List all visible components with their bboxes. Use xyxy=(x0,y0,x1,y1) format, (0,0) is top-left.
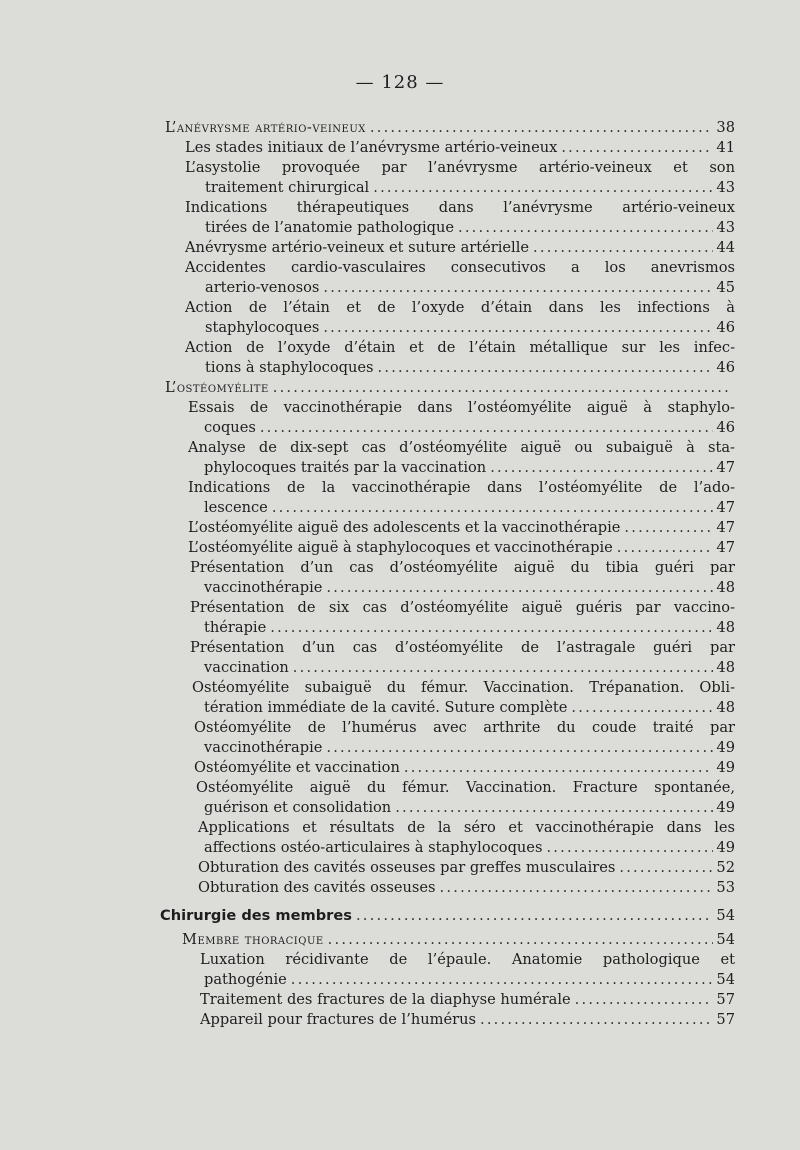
toc-entry-text: Appareil pour fractures de l’humérus xyxy=(200,1011,476,1028)
toc-entry-text: Applications et résultats de la séro et vaccinothérapie dans les xyxy=(198,819,735,836)
page-reference: 38 xyxy=(716,119,735,136)
toc-entry-text: Chirurgie des membres xyxy=(160,907,352,924)
dot-leader xyxy=(370,118,714,138)
dot-leader xyxy=(440,878,714,898)
toc-entry-line xyxy=(198,878,735,898)
toc-entry-text: L’ostéomyélite aiguë à staphylocoques et vaccinothérapie xyxy=(188,539,613,556)
toc-entry-text: Anévrysme artério-veineux et suture artérielle xyxy=(185,239,530,256)
toc-entry-line xyxy=(190,638,735,658)
toc-entry-line xyxy=(188,438,735,458)
toc-entry-text: Ostéomyélite subaiguë du fémur. Vaccination. Trépanation. Obli- xyxy=(192,679,735,696)
dot-leader xyxy=(624,518,713,538)
page-reference: 46 xyxy=(716,359,735,376)
toc-entry-text: Accidentes cardio-vasculaires consecutivos a los anevrismos xyxy=(185,259,735,276)
page-reference: 43 xyxy=(716,179,735,196)
dot-leader xyxy=(619,858,713,878)
toc-entry-text: guérison et consolidation xyxy=(204,799,392,816)
toc-entry-text: Indications de la vaccinothérapie dans l’ostéomyélite de l’ado- xyxy=(188,479,735,496)
dot-leader xyxy=(273,378,732,398)
toc-entry-text: vaccinothérapie xyxy=(204,739,323,756)
toc-entry-line xyxy=(192,678,735,698)
toc-entry-line xyxy=(198,818,735,838)
toc-entry-line xyxy=(204,698,735,718)
toc-entry-line xyxy=(204,970,735,990)
dot-leader xyxy=(373,178,713,198)
toc-entry-line xyxy=(205,318,735,338)
toc-entry-text: Analyse de dix-sept cas d’ostéomyélite aiguë ou subaiguë à sta- xyxy=(188,439,735,456)
toc-entry-text: thérapie xyxy=(204,619,267,636)
page-reference: 48 xyxy=(716,579,735,596)
toc-entry-text: coques xyxy=(204,419,256,436)
page-reference: 46 xyxy=(716,319,735,336)
dot-leader xyxy=(260,418,714,438)
dot-leader xyxy=(293,658,714,678)
toc-entry-text: Action de l’étain et de l’oxyde d’étain dans les infections à xyxy=(185,299,735,316)
toc-entry-line xyxy=(194,758,735,778)
dot-leader xyxy=(323,278,713,298)
page-reference: 57 xyxy=(716,991,735,1008)
section-heading xyxy=(165,378,735,398)
toc-entry-line xyxy=(196,778,735,798)
toc-entry-text: Obturation des cavités osseuses xyxy=(198,879,436,896)
toc-entry-text: L’asystolie provoquée par l’anévrysme artério-veineux et son xyxy=(185,159,735,176)
toc-entry-text: Obturation des cavités osseuses par greffes musculaires xyxy=(198,859,616,876)
dot-leader xyxy=(533,238,713,258)
page-reference: 41 xyxy=(716,139,735,156)
page-reference: 54 xyxy=(716,907,735,924)
toc-entry-line xyxy=(205,278,735,298)
toc-entry-text: traitement chirurgical xyxy=(205,179,370,196)
toc-entry-line xyxy=(188,518,735,538)
dot-leader xyxy=(617,538,714,558)
toc-entry-line xyxy=(204,798,735,818)
toc-entry-text: Luxation récidivante de l’épaule. Anatomie pathologique et xyxy=(200,951,735,968)
page-reference: 47 xyxy=(716,459,735,476)
dot-leader xyxy=(395,798,713,818)
page-reference: 47 xyxy=(716,519,735,536)
toc-entry-line xyxy=(198,858,735,878)
toc-entry-text: Ostéomyélite et vaccination xyxy=(194,759,400,776)
page-reference: 54 xyxy=(716,971,735,988)
toc-entry-line xyxy=(200,950,735,970)
toc-entry-line xyxy=(204,458,735,478)
toc-entry-text: L’anévrysme artério-veineux xyxy=(165,119,366,136)
toc-entry-line xyxy=(204,618,735,638)
dot-leader xyxy=(328,930,714,950)
dot-leader xyxy=(458,218,713,238)
toc-entry-line xyxy=(204,418,735,438)
dot-leader xyxy=(575,990,714,1010)
dot-leader xyxy=(291,970,714,990)
page-reference: 43 xyxy=(716,219,735,236)
toc-entry-line xyxy=(185,198,735,218)
page-reference: 47 xyxy=(716,539,735,556)
toc-entry-text: tération immédiate de la cavité. Suture complète xyxy=(204,699,568,716)
toc-entry-text: Présentation de six cas d’ostéomyélite aiguë guéris par vaccino- xyxy=(190,599,735,616)
toc-entry-text: Traitement des fractures de la diaphyse humérale xyxy=(200,991,571,1008)
toc-entry-text: vaccination xyxy=(204,659,289,676)
dot-leader xyxy=(272,498,714,518)
toc-entry-line xyxy=(185,258,735,278)
toc-entry-line xyxy=(204,738,735,758)
toc-entry-line xyxy=(205,358,735,378)
page-reference: 48 xyxy=(716,699,735,716)
toc-entry-line xyxy=(185,338,735,358)
page-reference: 49 xyxy=(716,839,735,856)
page-reference: 54 xyxy=(716,931,735,948)
toc-entry-text: Essais de vaccinothérapie dans l’ostéomyélite aiguë à staphylo- xyxy=(188,399,735,416)
toc-entry-text: Action de l’oxyde d’étain et de l’étain métallique sur les infec- xyxy=(185,339,735,356)
toc-entry-text: Présentation d’un cas d’ostéomyélite de l’astragale guéri par xyxy=(190,639,735,656)
page-reference: 49 xyxy=(716,759,735,776)
toc-entry-text: tions à staphylocoques xyxy=(205,359,374,376)
toc-entry-text: Membre thoracique xyxy=(182,931,324,948)
dot-leader xyxy=(356,906,713,926)
page-reference: 52 xyxy=(716,859,735,876)
page-reference: 45 xyxy=(716,279,735,296)
toc-entry-text: vaccinothérapie xyxy=(204,579,323,596)
dot-leader xyxy=(326,738,713,758)
toc-entry-line xyxy=(185,138,735,158)
dot-leader xyxy=(571,698,713,718)
toc-entry-line xyxy=(205,218,735,238)
page-reference: 48 xyxy=(716,619,735,636)
toc-entry-text: arterio-venosos xyxy=(205,279,320,296)
toc-entry-text: Ostéomyélite aiguë du fémur. Vaccination. Fracture spontanée, xyxy=(196,779,735,796)
toc-entry-line xyxy=(204,578,735,598)
toc-entry-text: affections ostéo-articulaires à staphylocoques xyxy=(204,839,543,856)
page-reference: 44 xyxy=(716,239,735,256)
toc-entry-text: L’ostéomyélite aiguë des adolescents et la vaccinothérapie xyxy=(188,519,621,536)
page-reference: 49 xyxy=(716,739,735,756)
section-heading xyxy=(165,118,735,138)
toc-entry-text: Indications thérapeutiques dans l’anévrysme artério-veineux xyxy=(185,199,735,216)
page-reference: 46 xyxy=(716,419,735,436)
toc-entry-line xyxy=(188,538,735,558)
dot-leader xyxy=(323,318,713,338)
toc-entry-line xyxy=(204,658,735,678)
toc-entry-text: pathogénie xyxy=(204,971,287,988)
section-heading xyxy=(182,930,735,950)
toc-entry-line xyxy=(200,990,735,1010)
dot-leader xyxy=(546,838,713,858)
toc-entry-line xyxy=(190,558,735,578)
toc-entry-line xyxy=(188,398,735,418)
page-reference: 53 xyxy=(716,879,735,896)
dot-leader xyxy=(270,618,713,638)
toc-entry-text: tirées de l’anatomie pathologique xyxy=(205,219,454,236)
toc-entry-line xyxy=(185,238,735,258)
page-reference: 49 xyxy=(716,799,735,816)
page-number: — 128 — xyxy=(355,72,445,93)
toc-entry-line xyxy=(188,478,735,498)
chapter-heading xyxy=(160,906,735,926)
dot-leader xyxy=(480,1010,713,1030)
dot-leader xyxy=(378,358,714,378)
toc-entry-line xyxy=(204,498,735,518)
toc-entry-line xyxy=(204,838,735,858)
page-reference: 48 xyxy=(716,659,735,676)
toc-entry-line xyxy=(185,158,735,178)
toc-entry-line xyxy=(185,298,735,318)
toc-entry-line xyxy=(200,1010,735,1030)
toc-entry-text: Ostéomyélite de l’humérus avec arthrite du coude traité par xyxy=(194,719,735,736)
dot-leader xyxy=(404,758,714,778)
toc-entry-line xyxy=(205,178,735,198)
toc-entry-text: Présentation d’un cas d’ostéomyélite aiguë du tibia guéri par xyxy=(190,559,735,576)
toc-entry-text: phylocoques traités par la vaccination xyxy=(204,459,487,476)
page-reference: 47 xyxy=(716,499,735,516)
dot-leader xyxy=(561,138,713,158)
toc-entry-text: lescence xyxy=(204,499,268,516)
dot-leader xyxy=(490,458,713,478)
toc-entry-text: staphylocoques xyxy=(205,319,320,336)
page-reference: 57 xyxy=(716,1011,735,1028)
toc-entry-text: Les stades initiaux de l’anévrysme artério-veineux xyxy=(185,139,558,156)
toc-entry-line xyxy=(190,598,735,618)
toc-entry-text: L’ostéomyélite xyxy=(165,379,269,396)
dot-leader xyxy=(326,578,713,598)
toc-entry-line xyxy=(194,718,735,738)
